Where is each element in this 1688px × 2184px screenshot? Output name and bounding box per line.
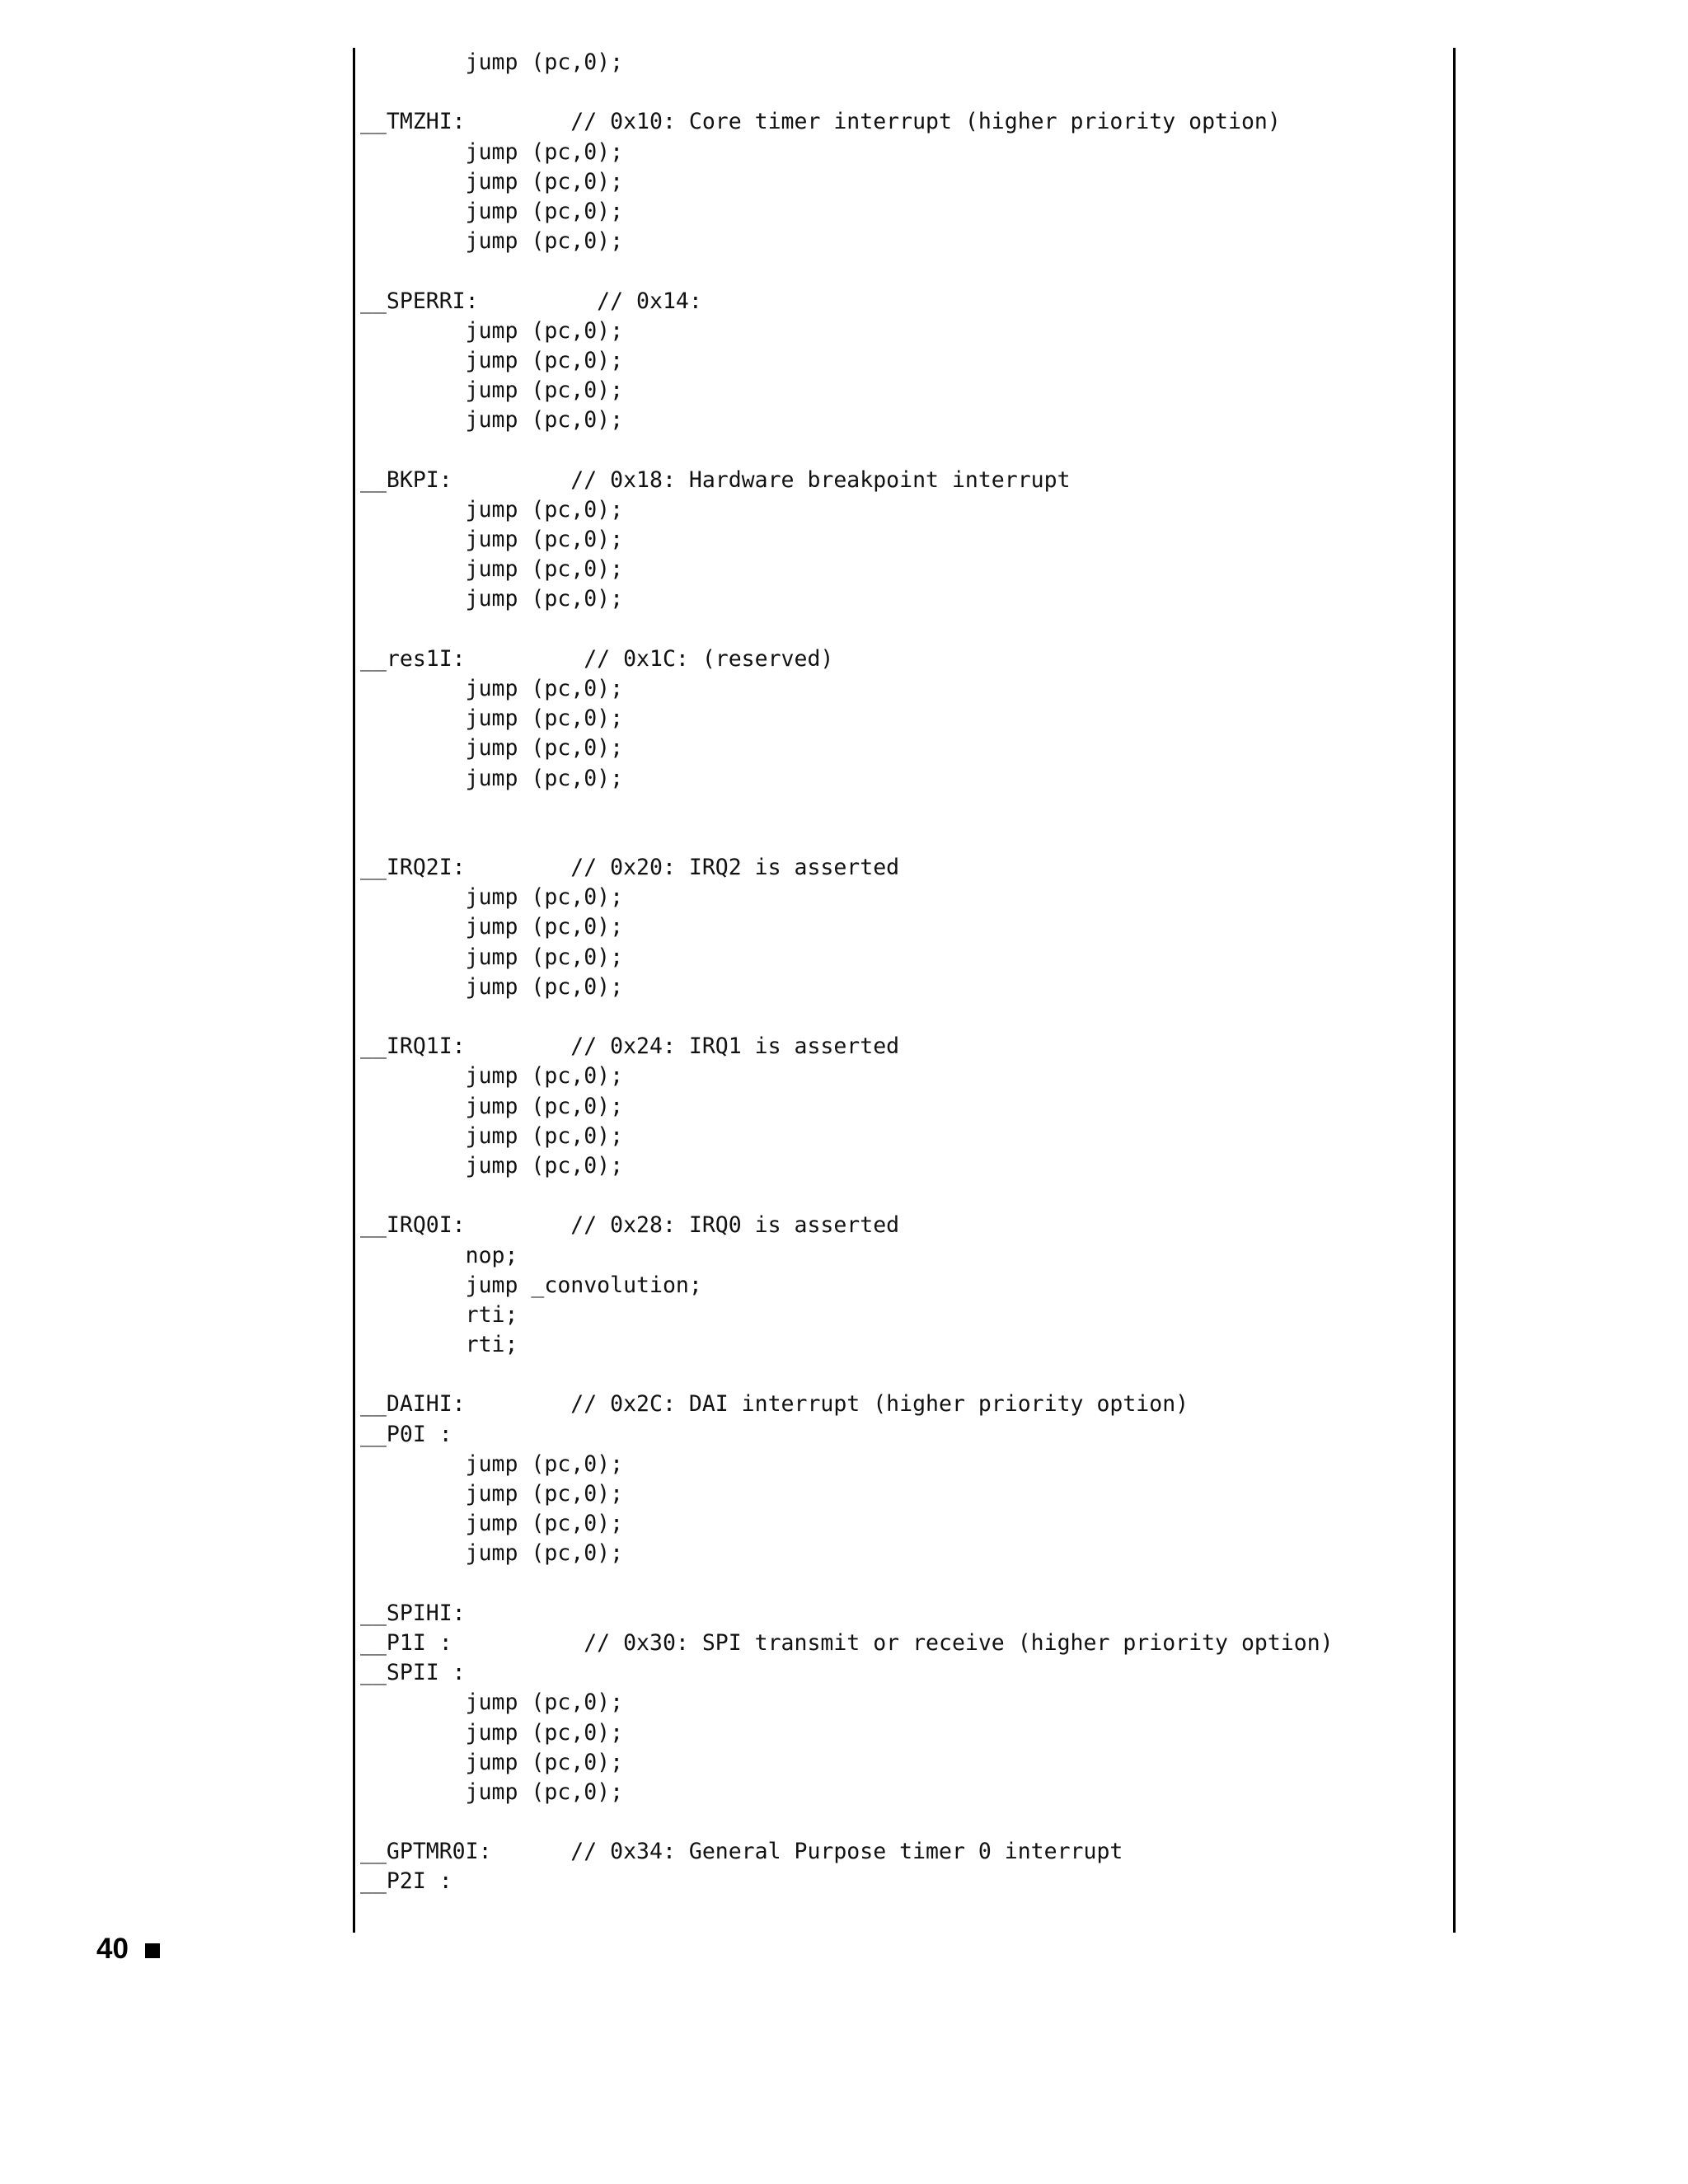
code-line [360, 1181, 1334, 1211]
code-line: jump (pc,0); [360, 1540, 624, 1567]
code-line: jump (pc,0); [360, 944, 624, 970]
code-line: jump (pc,0); [360, 1122, 624, 1149]
code-line: jump (pc,0); [360, 527, 624, 552]
code-line: jump (pc,0); [360, 1690, 624, 1716]
code-line: jump (pc,0); [360, 765, 624, 791]
code-line [360, 1569, 1334, 1599]
code-line: jump (pc,0); [360, 1481, 624, 1507]
code-line: rti; [360, 1332, 518, 1358]
code-line: __res1I: // 0x1C: (reserved) [360, 645, 834, 672]
code-line: jump (pc,0); [360, 735, 624, 762]
code-line: jump (pc,0); [360, 228, 624, 255]
code-line: jump (pc,0); [360, 1152, 624, 1179]
code-line: __IRQ2I: // 0x20: IRQ2 is asserted [360, 855, 900, 881]
code-line: jump (pc,0); [360, 705, 624, 732]
code-line: jump (pc,0); [360, 168, 624, 194]
code-line [360, 823, 1334, 853]
code-line: __P0I : [360, 1421, 452, 1447]
page-number: 40 [96, 1933, 129, 1965]
code-line: jump (pc,0); [360, 914, 624, 940]
code-line: __DAIHI: // 0x2C: DAI interrupt (higher priority option) [360, 1391, 1189, 1418]
code-line: jump (pc,0); [360, 1779, 624, 1805]
code-line: __SPII : [360, 1660, 466, 1686]
code-line: jump (pc,0); [360, 377, 624, 404]
code-line: jump (pc,0); [360, 496, 624, 523]
code-line [360, 1807, 1334, 1837]
code-line: __GPTMR0I: // 0x34: General Purpose timer 0 interrupt [360, 1839, 1123, 1865]
code-line: jump (pc,0); [360, 317, 624, 344]
code-line: __BKPI: // 0x18: Hardware breakpoint interrupt [360, 466, 1071, 493]
code-line: __SPERRI: // 0x14: [360, 288, 702, 314]
code-line: jump (pc,0); [360, 1719, 624, 1746]
code-line [360, 1002, 1334, 1032]
code-line: __SPIHI: [360, 1600, 466, 1626]
code-line: jump (pc,0); [360, 675, 624, 701]
code-line: __IRQ1I: // 0x24: IRQ1 is asserted [360, 1033, 900, 1060]
code-line: jump (pc,0); [360, 1063, 624, 1090]
code-line: jump (pc,0); [360, 1511, 624, 1537]
code-line [360, 77, 1334, 107]
code-line: jump (pc,0); [360, 1093, 624, 1119]
code-line: jump _convolution; [360, 1272, 702, 1298]
code-line: __IRQ0I: // 0x28: IRQ0 is asserted [360, 1212, 900, 1239]
code-line: nop; [360, 1242, 518, 1268]
code-line [360, 435, 1334, 465]
code-line: jump (pc,0); [360, 49, 624, 75]
code-line: jump (pc,0); [360, 407, 624, 434]
code-line [360, 256, 1334, 286]
code-listing [360, 48, 1334, 1897]
code-line: __TMZHI: // 0x10: Core timer interrupt (higher priority option) [360, 109, 1281, 135]
code-line: jump (pc,0); [360, 1749, 624, 1775]
code-line: jump (pc,0); [360, 973, 624, 1000]
page-marker-square-icon [145, 1943, 160, 1958]
code-line: jump (pc,0); [360, 347, 624, 373]
code-line: jump (pc,0); [360, 586, 624, 612]
code-line: rti; [360, 1301, 518, 1328]
code-line [360, 794, 1334, 823]
code-line: __P1I : // 0x30: SPI transmit or receive (higher priority option) [360, 1629, 1334, 1656]
code-line: __P2I : [360, 1868, 452, 1895]
code-line: jump (pc,0); [360, 556, 624, 583]
code-line: jump (pc,0); [360, 198, 624, 224]
code-line: jump (pc,0); [360, 884, 624, 911]
code-line: jump (pc,0); [360, 1451, 624, 1477]
code-line [360, 615, 1334, 644]
code-line: jump (pc,0); [360, 138, 624, 165]
code-line [360, 1360, 1334, 1390]
